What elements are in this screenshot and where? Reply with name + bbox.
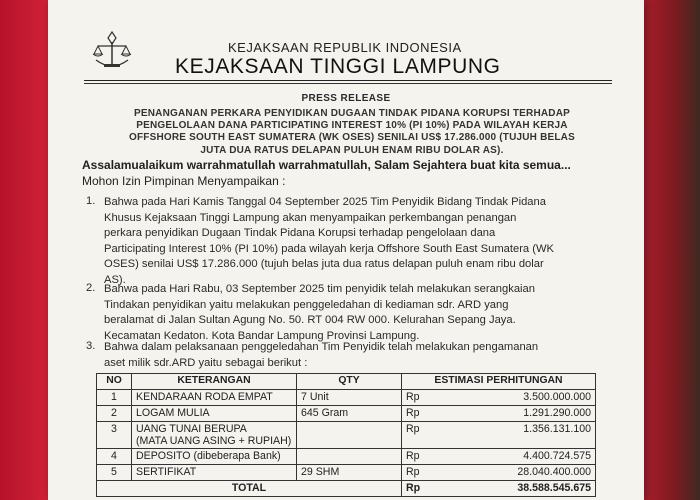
- total-label: TOTAL: [97, 481, 402, 497]
- item-line: Khusus Kejaksaan Tinggi Lampung akan menyampaikan perkembangan penangan: [104, 211, 517, 224]
- cell-qty: 645 Gram: [297, 406, 402, 422]
- cell-no: 1: [97, 390, 132, 406]
- table-row: [97, 465, 596, 481]
- item-number: 3.: [86, 340, 96, 352]
- cell-keterangan: DEPOSITO (dibeberapa Bank): [132, 449, 297, 465]
- item-line: perkara penyidikan Dugaan Tindak Pidana Korupsi terhadap pengelolaan dana: [104, 227, 496, 240]
- list-item: [104, 195, 574, 289]
- cell-no: 5: [97, 465, 132, 481]
- item-number: 2.: [86, 282, 96, 294]
- subject-line: PENGELOLAAN DANA PARTICIPATING INTEREST 10% (PI 10%) PADA WILAYAH KERJA: [136, 120, 568, 132]
- cell-keterangan-line: (MATA UANG ASING + RUPIAH): [136, 435, 292, 447]
- cell-qty: 29 SHM: [297, 465, 402, 481]
- item-line: Kecamatan Kedaton. Kota Bandar Lampung Provinsi Lampung.: [104, 329, 420, 342]
- item-line: Tindakan penyidikan yaitu melakukan penggeledahan di kediaman sdr. ARD yang: [104, 298, 509, 311]
- list-item: [104, 340, 574, 371]
- table-header-row: [97, 374, 596, 390]
- total-amount: 38.588.545.675: [448, 481, 596, 497]
- kejaksaan-emblem-icon: [90, 28, 134, 72]
- cell-qty: 7 Unit: [297, 390, 402, 406]
- press-release-document: [48, 0, 644, 500]
- press-release-label: PRESS RELEASE: [301, 93, 391, 104]
- table-row: [97, 422, 596, 449]
- item-number: 1.: [86, 195, 96, 207]
- intro-line: Mohon Izin Pimpinan Menyampaikan :: [82, 174, 286, 188]
- cell-currency: Rp: [402, 406, 449, 422]
- cell-qty: [297, 422, 402, 449]
- item-line: Bahwa pada Hari Rabu, 03 September 2025 tim penyidik telah melakukan serangkaian: [104, 283, 535, 295]
- letterhead-rule: [84, 80, 612, 81]
- item-line: Bahwa pada Hari Kamis Tanggal 04 September 2025 Tim Penyidik Bidang Tindak Pidana: [104, 196, 546, 208]
- greeting: Assalamualaikum warrahmatullah warrahmatullah, Salam Sejahtera buat kita semua...: [82, 158, 571, 172]
- subject-line: OFFSHORE SOUTH EAST SUMATERA (WK OSES) SENILAI US$ 17.286.000 (TUJUH BELAS: [129, 132, 575, 144]
- header-keterangan: KETERANGAN: [132, 374, 297, 390]
- cell-amount: 28.040.400.000: [448, 465, 596, 481]
- cell-amount: 3.500.000.000: [448, 390, 596, 406]
- cell-currency: Rp: [402, 449, 449, 465]
- cell-keterangan: [132, 422, 297, 449]
- asset-table: [96, 373, 596, 497]
- subject-line: PENANGANAN PERKARA PENYIDIKAN DUGAAN TINDAK PIDANA KORUPSI TERHADAP: [133, 108, 570, 119]
- institution-name: KEJAKSAAN REPUBLIK INDONESIA: [228, 40, 462, 55]
- table-row: [97, 390, 596, 406]
- total-currency: Rp: [402, 481, 449, 497]
- header-qty: QTY: [297, 374, 402, 390]
- cell-currency: Rp: [402, 390, 449, 406]
- table-row: [97, 406, 596, 422]
- cell-no: 2: [97, 406, 132, 422]
- cell-no: 4: [97, 449, 132, 465]
- cell-keterangan: KENDARAAN RODA EMPAT: [132, 390, 297, 406]
- cell-qty: [297, 449, 402, 465]
- letterhead-rule-thin: [84, 83, 612, 84]
- table-total-row: [97, 481, 596, 497]
- cell-amount: 1.291.290.000: [448, 406, 596, 422]
- cell-keterangan-line: UANG TUNAI BERUPA: [136, 423, 247, 435]
- cell-keterangan: LOGAM MULIA: [132, 406, 297, 422]
- header-no: NO: [97, 374, 132, 390]
- cell-currency: Rp: [402, 465, 449, 481]
- item-line: AS).: [104, 273, 126, 286]
- cell-keterangan: SERTIFIKAT: [132, 465, 297, 481]
- item-line: beralamat di Jalan Sultan Agung No. 50. RT 004 RW 000. Kelurahan Sepang Jaya.: [104, 314, 516, 327]
- table-row: [97, 449, 596, 465]
- cell-amount: 1.356.131.100: [448, 422, 596, 449]
- item-line: Participating Interest 10% (PI 10%) pada wilayah kerja Offshore South East Sumatera (WK: [104, 242, 554, 255]
- item-line: aset milik sdr.ARD yaitu sebagai berikut :: [104, 356, 308, 369]
- item-line: Bahwa dalam pelaksanaan penggeledahan Tim Penyidik telah melakukan pengamanan: [104, 341, 539, 353]
- cell-currency: Rp: [402, 422, 449, 449]
- subject-line: JUTA DUA RATUS DELAPAN PULUH ENAM RIBU DOLAR AS).: [200, 144, 504, 156]
- press-release-subject: [104, 108, 600, 157]
- header-estimasi: ESTIMASI PERHITUNGAN: [402, 374, 596, 390]
- cell-amount: 4.400.724.575: [448, 449, 596, 465]
- list-item: [104, 282, 584, 344]
- office-name: KEJAKSAAN TINGGI LAMPUNG: [175, 55, 501, 78]
- item-line: OSES) senilai US$ 17.286.000 (tujuh belas juta dua ratus delapan puluh enam ribu dolar: [104, 258, 544, 271]
- cell-no: 3: [97, 422, 132, 449]
